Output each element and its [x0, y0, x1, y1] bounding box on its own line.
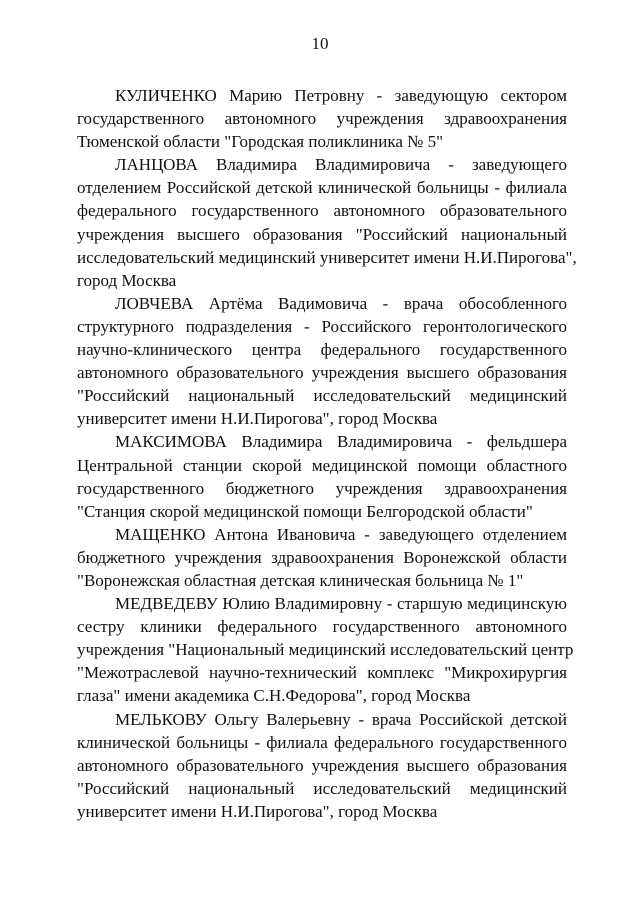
entry-line: "Межотраслевой научно-технический комплекс "Микрохирургия — [77, 663, 567, 683]
entry-line: университет имени Н.И.Пирогова", город Москва — [77, 409, 438, 429]
entry-line: "Российский национальный исследовательский медицинский — [77, 778, 567, 798]
entry-line: структурного подразделения - Российского геронтологического — [77, 316, 567, 336]
entry-line: автономного образовательного учреждения высшего образования — [77, 363, 567, 383]
entry-line: автономного образовательного учреждения высшего образования — [77, 755, 567, 775]
entry-line: университет имени Н.И.Пирогова", город Москва — [77, 801, 438, 821]
entry-line: учреждения высшего образования "Российский национальный — [77, 224, 567, 244]
entry-line: отделением Российской детской клинической больницы - филиала — [77, 178, 567, 198]
award-entry — [77, 153, 577, 292]
entry-line: клинической больницы - филиала федерального государственного — [77, 732, 567, 752]
entry-line: бюджетного учреждения здравоохранения Воронежской области — [77, 547, 567, 567]
entry-line: "Воронежская областная детская клиническая больница № 1" — [77, 570, 524, 590]
entry-line: МЕДВЕДЕВУ Юлию Владимировну - старшую медицинскую — [115, 594, 567, 614]
award-entry — [77, 84, 567, 153]
entry-line: город Москва — [77, 270, 177, 290]
entry-line: Тюменской области "Городская поликлиника № 5" — [77, 132, 444, 152]
award-entry — [77, 292, 567, 431]
entry-line: "Станция скорой медицинской помощи Белгородской области" — [77, 501, 533, 521]
award-list — [77, 84, 577, 823]
award-entry — [77, 430, 567, 522]
award-entry — [77, 592, 574, 707]
entry-line: государственного бюджетного учреждения здравоохранения — [77, 478, 567, 498]
entry-line: МЕЛЬКОВУ Ольгу Валерьевну - врача Российской детской — [115, 709, 567, 729]
entry-line: МАЩЕНКО Антона Ивановича - заведующего отделением — [115, 524, 567, 544]
entry-line: сестру клиники федерального государственного автономного — [77, 617, 567, 637]
entry-line: исследовательский медицинский университет имени Н.И.Пирогова", — [77, 247, 577, 267]
award-entry — [77, 708, 567, 823]
entry-line: ЛАНЦОВА Владимира Владимировича - заведующего — [115, 155, 567, 175]
entry-line: Центральной станции скорой медицинской помощи областного — [77, 455, 567, 475]
entry-line: МАКСИМОВА Владимира Владимировича - фельдшера — [115, 432, 567, 452]
entry-line: государственного автономного учреждения здравоохранения — [77, 109, 567, 129]
entry-line: "Российский национальный исследовательский медицинский — [77, 386, 567, 406]
entry-line: федерального государственного автономного образовательного — [77, 201, 567, 221]
award-entry — [77, 523, 567, 592]
entry-line: научно-клинического центра федерального государственного — [77, 340, 567, 360]
entry-line: учреждения "Национальный медицинский исследовательский центр — [77, 640, 574, 660]
entry-line: ЛОВЧЕВА Артёма Вадимовича - врача обособленного — [115, 293, 567, 313]
entry-line: глаза" имени академика С.Н.Федорова", город Москва — [77, 686, 471, 706]
page-number: 10 — [311, 34, 329, 53]
entry-line: КУЛИЧЕНКО Марию Петровну - заведующую сектором — [115, 86, 567, 105]
